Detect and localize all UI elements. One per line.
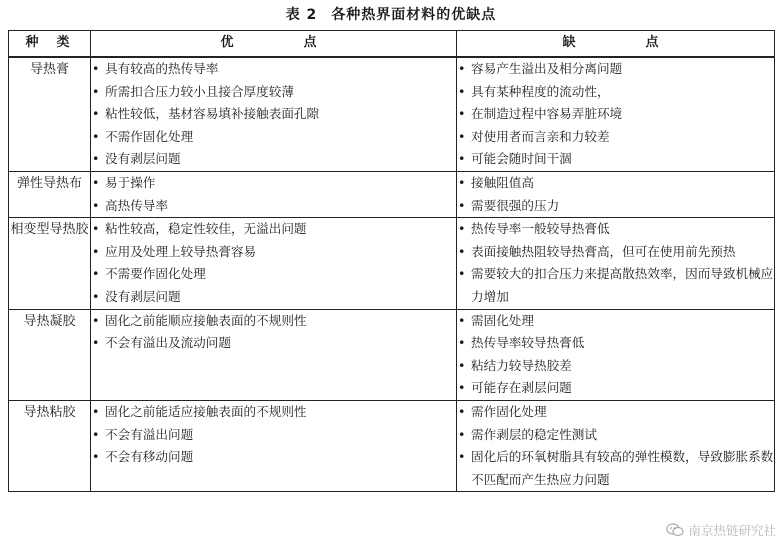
material-type: 弹性导热布 xyxy=(9,171,91,217)
material-type: 导热膏 xyxy=(9,57,91,171)
pros-list xyxy=(91,218,456,308)
header-cons: 缺点 xyxy=(457,31,775,58)
pro-item: • 不需作固化处理 xyxy=(91,126,456,149)
pro-item: • 不会有溢出及流动问题 xyxy=(91,332,456,355)
header-row xyxy=(9,31,775,58)
pros-list xyxy=(91,58,456,171)
pro-item: • 没有剥层问题 xyxy=(91,148,456,171)
pro-item: • 不会有移动问题 xyxy=(91,446,456,469)
pros-cell xyxy=(91,400,457,491)
pro-item: • 固化之前能适应接触表面的不规则性 xyxy=(91,401,456,424)
cons-cell xyxy=(457,400,775,491)
pro-item: • 具有较高的热传导率 xyxy=(91,58,456,81)
pro-item: • 粘性较低，基材容易填补接触表面孔隙 xyxy=(91,103,456,126)
cons-cell xyxy=(457,218,775,309)
con-item: • 需要很强的压力 xyxy=(457,195,774,218)
pros-list xyxy=(91,172,456,217)
material-type: 导热粘胶 xyxy=(9,400,91,491)
cons-list xyxy=(457,310,774,400)
pros-list xyxy=(91,310,456,355)
material-type: 导热凝胶 xyxy=(9,309,91,400)
pro-item: • 所需扣合压力较小且接合厚度较薄 xyxy=(91,81,456,104)
con-item: • 在制造过程中容易弄脏环境 xyxy=(457,103,774,126)
cons-list xyxy=(457,172,774,217)
con-item: • 需作固化处理 xyxy=(457,401,774,424)
con-item: • 可能会随时间干涸 xyxy=(457,148,774,171)
con-item: • 粘结力较导热胶差 xyxy=(457,355,774,378)
watermark-text: 南京热链研究社 xyxy=(688,523,776,538)
wechat-icon xyxy=(666,523,684,537)
con-item: • 具有某种程度的流动性， xyxy=(457,81,774,104)
cons-cell xyxy=(457,171,775,217)
table-caption: 各种热界面材料的优缺点 xyxy=(331,7,497,23)
header-pros: 优点 xyxy=(91,31,457,58)
cons-cell xyxy=(457,57,775,171)
pros-cell xyxy=(91,57,457,171)
table-row xyxy=(9,218,775,309)
pro-item: • 高热传导率 xyxy=(91,195,456,218)
pros-cell xyxy=(91,171,457,217)
pro-item: • 应用及处理上较导热膏容易 xyxy=(91,241,456,264)
cons-list xyxy=(457,58,774,171)
pros-list xyxy=(91,401,456,469)
table-row xyxy=(9,57,775,171)
con-item: • 表面接触热阻较导热膏高，但可在使用前先预热 xyxy=(457,241,774,264)
pro-item: • 固化之前能顺应接触表面的不规则性 xyxy=(91,310,456,333)
con-item: • 需固化处理 xyxy=(457,310,774,333)
con-item: • 需要较大的扣合压力来提高散热效率，因而导致机械应力增加 xyxy=(457,263,774,308)
table-row xyxy=(9,171,775,217)
con-item: • 可能存在剥层问题 xyxy=(457,377,774,400)
pro-item: • 易于操作 xyxy=(91,172,456,195)
con-item: • 需作剥层的稳定性测试 xyxy=(457,424,774,447)
con-item: • 热传导率一般较导热膏低 xyxy=(457,218,774,241)
table-number: 表 2 xyxy=(285,7,318,23)
watermark xyxy=(666,521,776,539)
pro-item: • 粘性较高，稳定性较佳，无溢出问题 xyxy=(91,218,456,241)
pro-item: • 不需要作固化处理 xyxy=(91,263,456,286)
con-item: • 对使用者而言亲和力较差 xyxy=(457,126,774,149)
pros-cell xyxy=(91,309,457,400)
con-item: • 热传导率较导热膏低 xyxy=(457,332,774,355)
table-row xyxy=(9,309,775,400)
pro-item: • 没有剥层问题 xyxy=(91,286,456,309)
cons-cell xyxy=(457,309,775,400)
comparison-table xyxy=(8,30,775,492)
cons-list xyxy=(457,218,774,308)
table-row xyxy=(9,400,775,491)
material-type: 相变型导热胶 xyxy=(9,218,91,309)
pro-item: • 不会有溢出问题 xyxy=(91,424,456,447)
con-item: • 容易产生溢出及相分离问题 xyxy=(457,58,774,81)
con-item: • 接触阻值高 xyxy=(457,172,774,195)
cons-list xyxy=(457,401,774,491)
header-type: 种类 xyxy=(9,31,91,58)
table-title xyxy=(0,4,782,24)
pros-cell xyxy=(91,218,457,309)
con-item: • 固化后的环氧树脂具有较高的弹性模数，导致膨胀系数不匹配而产生热应力问题 xyxy=(457,446,774,491)
